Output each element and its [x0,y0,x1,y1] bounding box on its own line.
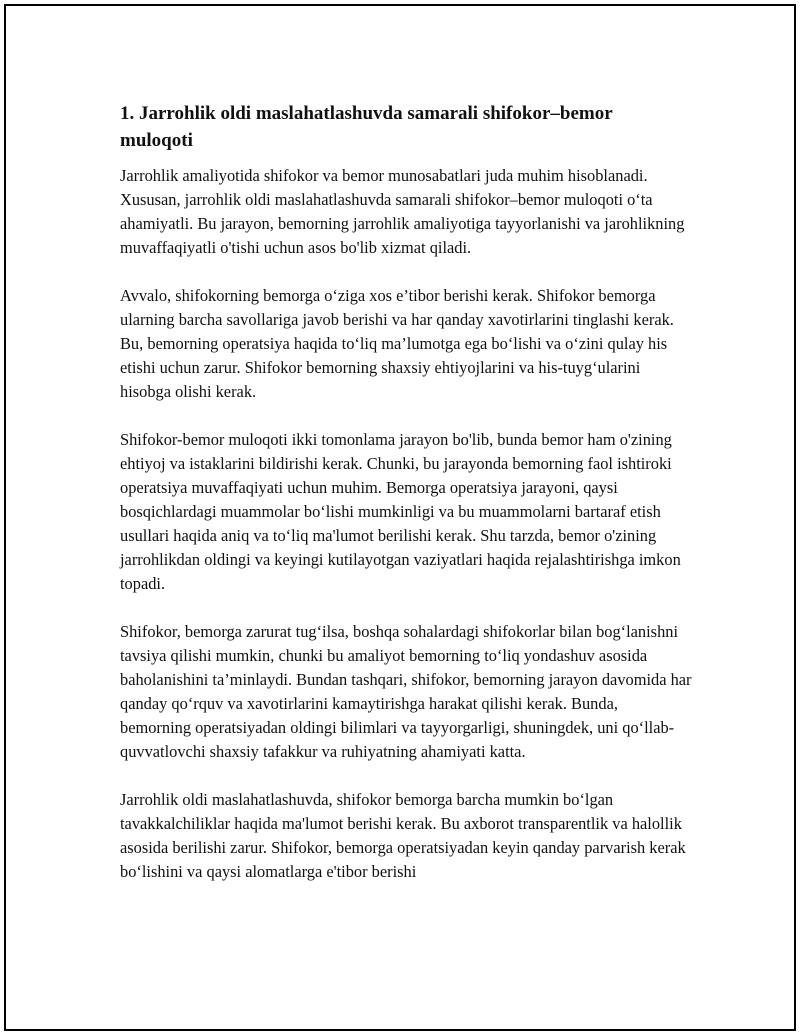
document-body [120,100,692,908]
paragraph: Shifokor-bemor muloqoti ikki tomonlama jarayon bo'lib, bunda bemor ham o'zining ehtiyoj va istaklarini bildirishi kerak. Chunki, bu jarayonda bemorning faol ishtiroki operatsiya muvaffaqiyati uchun muhim. Bemorga operatsiya jarayoni, qaysi bosqichlardagi muammolar bo‘lishi mumkinligi va bu muammolarni bartaraf etish usullari haqida aniq va to‘liq ma'lumot berilishi kerak. Shu tarzda, bemor o'zining jarrohlikdan oldingi va keyingi kutilayotgan vaziyatlari haqida rejalashtirishga imkon topadi. [120,430,681,593]
paragraph: Shifokor, bemorga zarurat tug‘ilsa, boshqa sohalardagi shifokorlar bilan bog‘lanishni tavsiya qilishi mumkin, chunki bu amaliyot bemorning to‘liq yondashuv asosida baholanishini ta’minlaydi. Bundan tashqari, shifokor, bemorning jarayon davomida har qanday qo‘rquv va xavotirlarini kamaytirishga harakat qilishi kerak. Bunda, bemorning operatsiyadan oldingi bilimlari va tayyorgarligi, shuningdek, uni qo‘llab-quvvatlovchi shaxsiy tafakkur va ruhiyatning ahamiyati katta. [120,622,692,761]
paragraph: Avvalo, shifokorning bemorga o‘ziga xos e’tibor berishi kerak. Shifokor bemorga ularning barcha savollariga javob berishi va har qanday xavotirlarini tinglashi kerak. Bu, bemorning operatsiya haqida to‘liq ma’lumotga ega bo‘lishi va o‘zini qulay his etishi uchun zarur. Shifokor bemorning shaxsiy ehtiyojlarini va his-tuyg‘ularini hisobga olishi kerak. [120,286,674,401]
section-heading: 1. Jarrohlik oldi maslahatlashuvda samarali shifokor–bemor muloqoti [120,103,613,151]
paragraph: Jarrohlik amaliyotida shifokor va bemor munosabatlari juda muhim hisoblanadi. Xususan, jarrohlik oldi maslahatlashuvda samarali shifokor–bemor muloqoti o‘ta ahamiyatli. Bu jarayon, bemorning jarrohlik amaliyotiga tayyorlanishi va jarohlikning muvaffaqiyatli o'tishi uchun asos bo'lib xizmat qiladi. [120,166,685,257]
page-frame [4,4,796,1031]
paragraph: Jarrohlik oldi maslahatlashuvda, shifokor bemorga barcha mumkin bo‘lgan tavakkalchiliklar haqida ma'lumot berishi kerak. Bu axborot transparentlik va halollik asosida berilishi zarur. Shifokor, bemorga operatsiyadan keyin qanday parvarish kerak bo‘lishini va qaysi alomatlarga e'tibor berishi [120,790,686,881]
